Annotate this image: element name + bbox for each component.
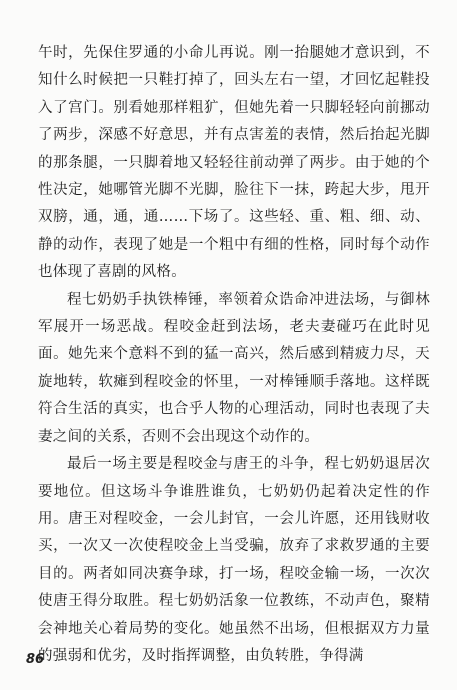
- paragraph-1: 午时，先保住罗通的小命儿再说。刚一抬腿她才意识到，不知什么时候把一只鞋打掉了，回头左右一望，才回忆起鞋投入了宫门。别看她那样粗犷，但她先着一只脚轻轻向前挪动了两步，深感不好意思，并有点害羞的表情，然后抬起光脚的那条腿，一只脚着地又轻轻往前动弹了两步。由于她的个性决定，她哪管光脚不光脚，脸往下一抹，跨起大步，甩开双膀，通，通，通……下场了。这些轻、重、粗、细、动、静的动作，表现了她是一个粗中有细的性格，同时每个动作也体现了喜剧的风格。: [38, 45, 430, 281]
- page-number: 86: [26, 652, 45, 667]
- page-body: [38, 40, 430, 670]
- paragraph-2: 程七奶奶手执铁棒锤，率领着众诰命冲进法场，与御林军展开一场恶战。程咬金赶到法场，老夫妻碰巧在此时见面。她先来个意料不到的猛一高兴，然后感到精疲力尽，天旋地转，软瘫到程咬金的怀里，一对棒锤顺手落地。这样既符合生活的真实，也合乎人物的心理活动，同时也表现了夫妻之间的关系，否则不会出现这个动作的。: [38, 291, 430, 445]
- paragraph-3: 最后一场主要是程咬金与唐王的斗争，程七奶奶退居次要地位。但这场斗争谁胜谁负，七奶奶仍起着决定性的作用。唐王对程咬金，一会儿封官，一会儿许愿，还用钱财收买，一次又一次使程咬金上当受骗，放弃了求救罗通的主要目的。两者如同决赛争球，打一场，程咬金输一场，一次次使唐王得分取胜。程七奶奶活象一位教练，不动声色，聚精会神地关心着局势的变化。她虽然不出场，但根据双方力量的强弱和优劣，及时指挥调整，由负转胜，争得满: [38, 456, 430, 664]
